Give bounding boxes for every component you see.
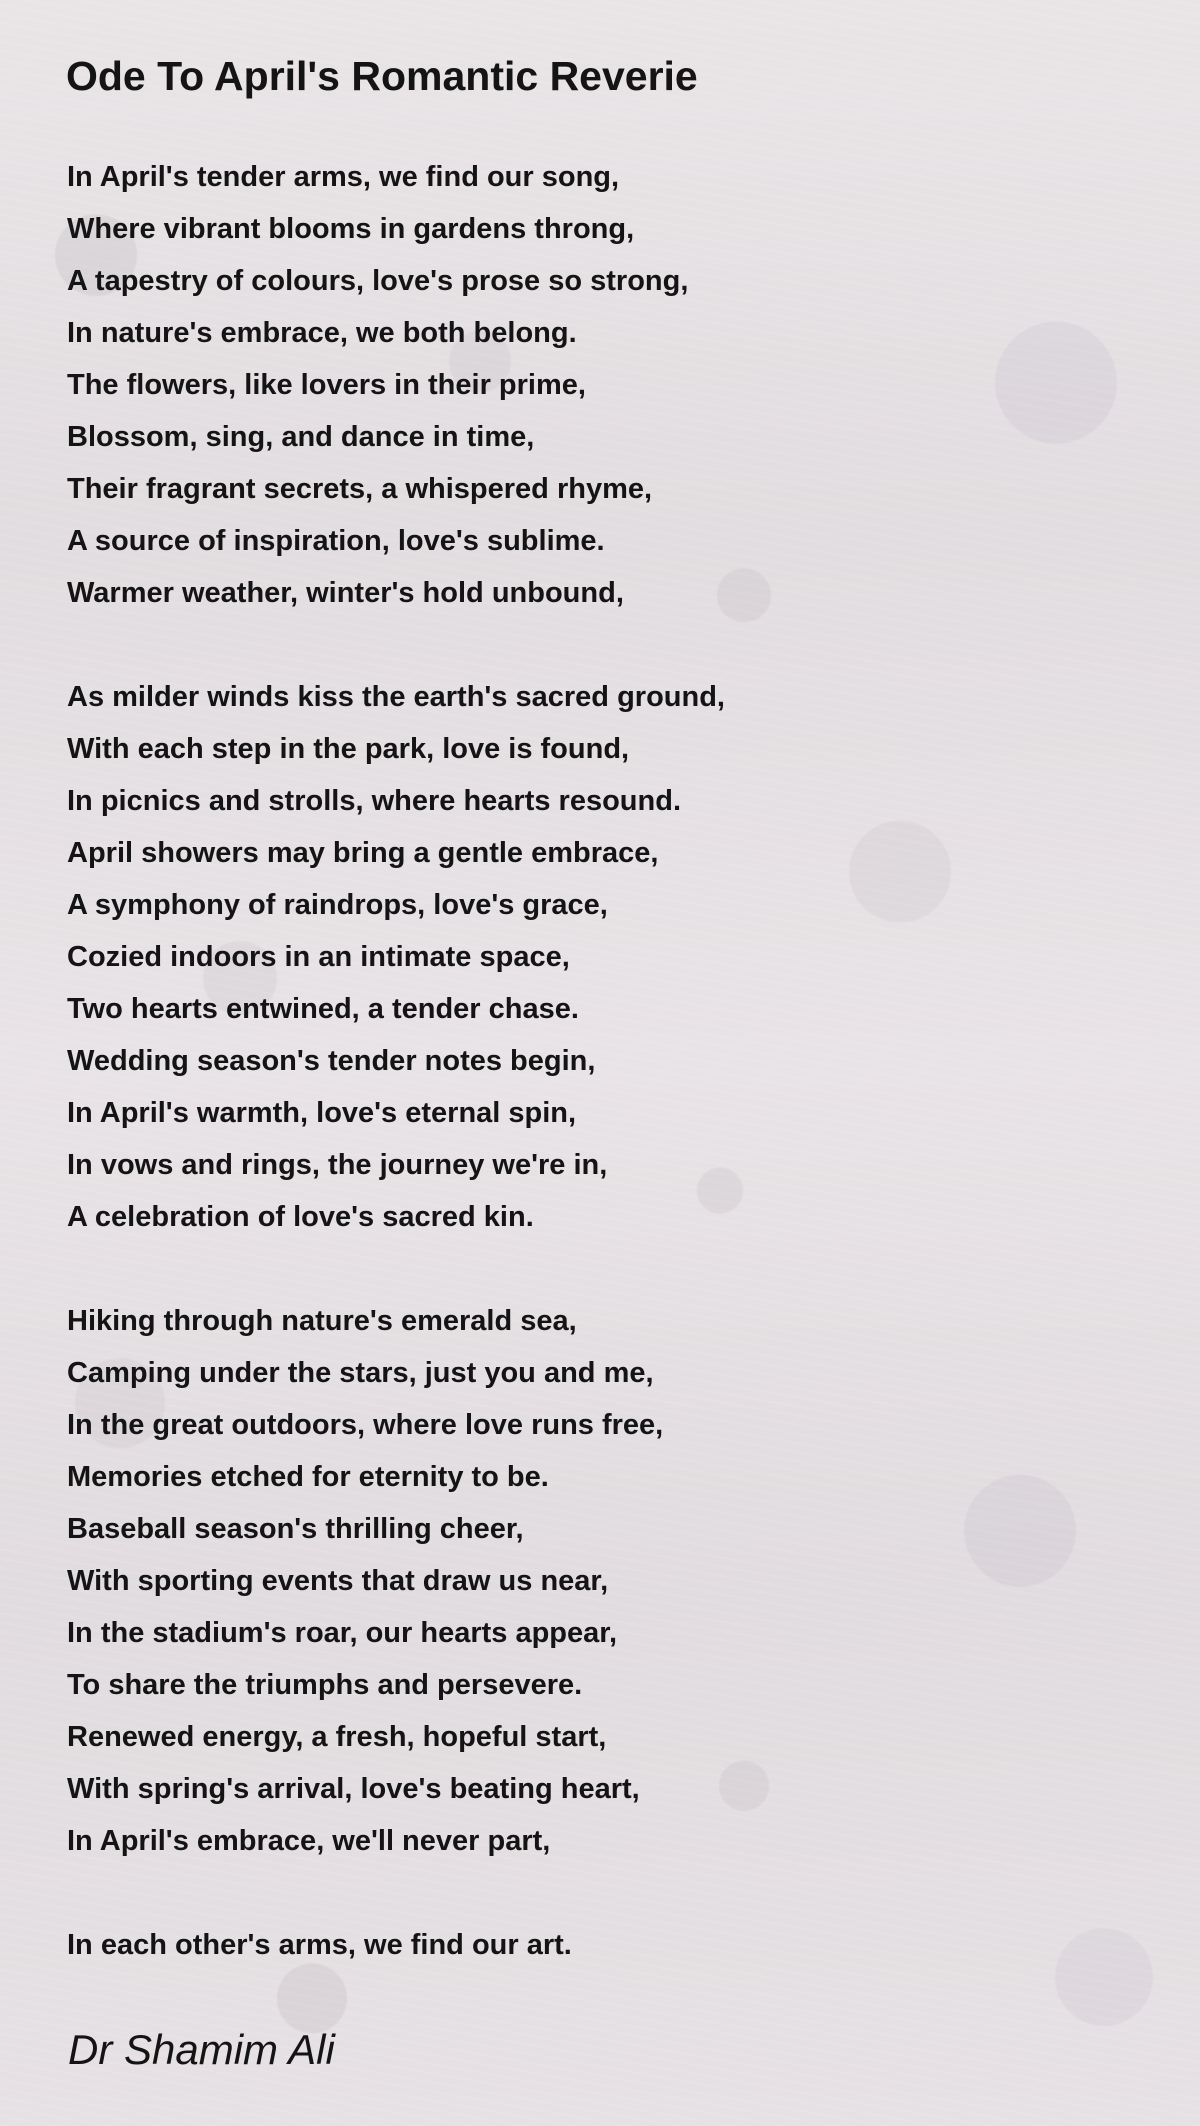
poem-author: Dr Shamim Ali (68, 2026, 335, 2073)
stanza-break (67, 1867, 1147, 1919)
poem-line: A tapestry of colours, love's prose so strong, (67, 265, 689, 297)
stanza-break (67, 619, 1147, 671)
poem-stanza (67, 1295, 1147, 1867)
poem-line: Cozied indoors in an intimate space, (67, 941, 570, 973)
poem-line: In April's warmth, love's eternal spin, (67, 1097, 577, 1129)
poem-line: In picnics and strolls, where hearts resound. (67, 785, 681, 817)
poem-stanza (67, 671, 1147, 1243)
poem-line: In April's tender arms, we find our song, (67, 161, 620, 193)
poem-body (67, 151, 1147, 1971)
poem-line: In the stadium's roar, our hearts appear, (67, 1617, 618, 1649)
poem-line: Their fragrant secrets, a whispered rhyme, (67, 473, 653, 505)
poem-line: Wedding season's tender notes begin, (67, 1045, 596, 1077)
poem-line: Baseball season's thrilling cheer, (67, 1513, 524, 1545)
poem-line: The flowers, like lovers in their prime, (67, 369, 586, 401)
poem-line: In nature's embrace, we both belong. (67, 317, 577, 349)
poem-line: In the great outdoors, where love runs free, (67, 1409, 664, 1441)
poem-line: Blossom, sing, and dance in time, (67, 421, 535, 453)
poem-line: Camping under the stars, just you and me, (67, 1357, 654, 1389)
poem-line: April showers may bring a gentle embrace, (67, 837, 659, 869)
poem-line: To share the triumphs and persevere. (67, 1669, 583, 1701)
poem-line: With spring's arrival, love's beating heart, (67, 1773, 640, 1805)
poem-line: A source of inspiration, love's sublime. (67, 525, 605, 557)
poem-line: With sporting events that draw us near, (67, 1565, 609, 1597)
poem-line: With each step in the park, love is found, (67, 733, 630, 765)
poem-stanza (67, 1919, 1147, 1971)
poem-line: Two hearts entwined, a tender chase. (67, 993, 579, 1025)
poem-line: In vows and rings, the journey we're in, (67, 1149, 608, 1181)
poem-line: As milder winds kiss the earth's sacred ground, (67, 681, 725, 713)
poem-line: Renewed energy, a fresh, hopeful start, (67, 1721, 607, 1753)
poem-title: Ode To April's Romantic Reverie (66, 53, 698, 99)
poem-line: Warmer weather, winter's hold unbound, (67, 577, 624, 609)
poem-line: In each other's arms, we find our art. (67, 1929, 572, 1961)
poem-line: In April's embrace, we'll never part, (67, 1825, 551, 1857)
poem-stanza (67, 151, 1147, 619)
poem-line: Where vibrant blooms in gardens throng, (67, 213, 635, 245)
poem-line: A celebration of love's sacred kin. (67, 1201, 534, 1233)
poem-line: Memories etched for eternity to be. (67, 1461, 549, 1493)
poem-line: Hiking through nature's emerald sea, (67, 1305, 577, 1337)
stanza-break (67, 1243, 1147, 1295)
poem-line: A symphony of raindrops, love's grace, (67, 889, 608, 921)
